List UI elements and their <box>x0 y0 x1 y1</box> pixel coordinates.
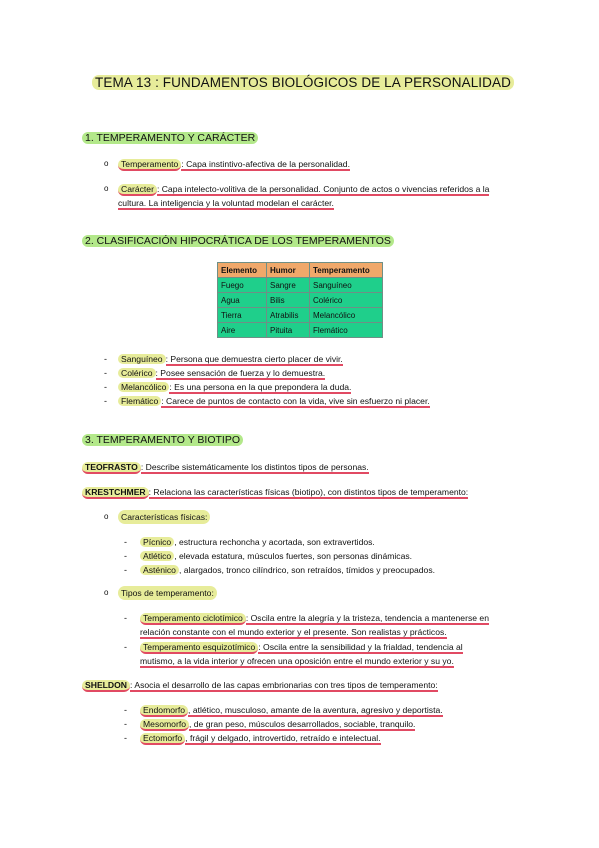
dash-bullet-icon: - <box>124 551 127 561</box>
definition-caracter: Carácter : Capa intelecto-volitiva de la personalidad. Conjunto de actos o vivencias referidos a la cultura. La inteligencia y la voluntad modelan el carácter. <box>118 184 490 208</box>
table-row: Tierra Atrabilis Melancólico <box>218 308 383 323</box>
temperament-table <box>217 262 383 338</box>
dash-bullet-icon: - <box>124 719 127 729</box>
circle-bullet-icon: o <box>104 184 109 193</box>
dash-bullet-icon: - <box>104 354 107 364</box>
list-item-ciclotimico: - Temperamento ciclotímico : Oscila entre la alegría y la tristeza, tendencia a mantenerse en relación constante con el mundo exterior y el presente. Son realistas y prácticos. <box>124 613 489 637</box>
table-row: Agua Bilis Colérico <box>218 293 383 308</box>
dash-bullet-icon: - <box>124 613 127 623</box>
dash-bullet-icon: - <box>124 705 127 715</box>
circle-bullet-icon: o <box>104 588 109 597</box>
dash-bullet-icon: - <box>104 396 107 406</box>
kretschmer-line: KRESTCHMER : Relaciona las características físicas (biotipo), con distintos tipos de temperamento: <box>82 485 468 499</box>
page-title: TEMA 13 : FUNDAMENTOS BIOLÓGICOS DE LA PERSONALIDAD <box>92 75 514 90</box>
list-item-esquizotimico: - Temperamento esquizotímico : Oscila entre la sensibilidad y la frialdad, tendencia al mutismo, a la vida interior y ofrecen una oposición entre el mundo exterior y su yo. <box>124 642 463 666</box>
section-heading-3: 3. TEMPERAMENTO Y BIOTIPO <box>82 434 243 446</box>
dash-bullet-icon: - <box>104 368 107 378</box>
section-heading-1: 1. TEMPERAMENTO Y CARÁCTER <box>82 132 258 144</box>
circle-bullet-icon: o <box>104 159 109 168</box>
term: Temperamento <box>118 159 181 171</box>
dash-bullet-icon: - <box>124 642 127 652</box>
definition-temperamento: Temperamento : Capa instintivo-afectiva de la personalidad. <box>118 157 518 171</box>
section-heading-2: 2. CLASIFICACIÓN HIPOCRÁTICA DE LOS TEMPERAMENTOS <box>82 235 394 247</box>
sheldon-line: SHELDON : Asocia el desarrollo de las capas embrionarias con tres tipos de temperamento: <box>82 678 438 692</box>
dash-bullet-icon: - <box>104 382 107 392</box>
dash-bullet-icon: - <box>124 537 127 547</box>
table-header-row: Elemento Humor Temperamento <box>218 263 383 278</box>
dash-bullet-icon: - <box>124 565 127 575</box>
dash-bullet-icon: - <box>124 733 127 743</box>
teofrasto-line: TEOFRASTO : Describe sistemáticamente los distintos tipos de personas. <box>82 460 369 474</box>
table-row: Aire Pituita Flemático <box>218 323 383 338</box>
circle-bullet-icon: o <box>104 512 109 521</box>
table-row: Fuego Sangre Sanguíneo <box>218 278 383 293</box>
